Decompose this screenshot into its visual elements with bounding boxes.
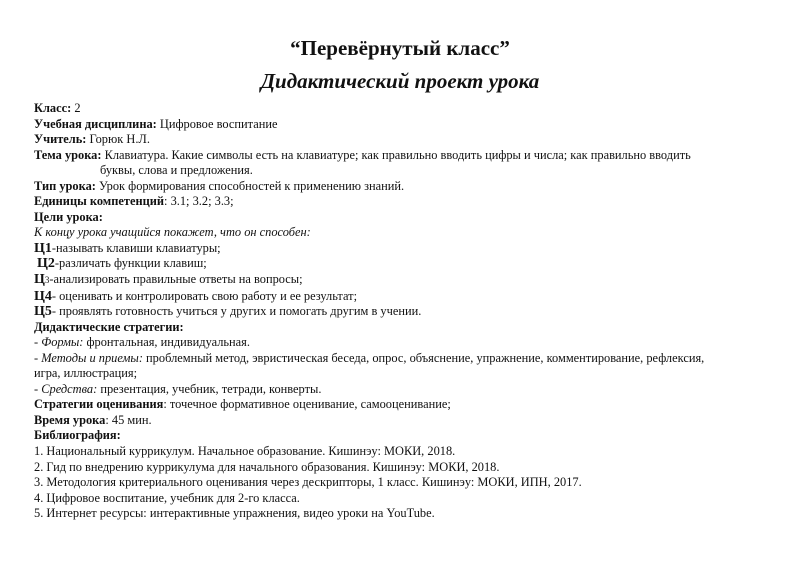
goal-code: Ц2 [37, 256, 55, 272]
goal-item-2 [34, 256, 774, 272]
grade-line [34, 101, 774, 117]
goal-code: Ц1 [34, 240, 52, 256]
goal-text: -различать функции клавиш; [54, 256, 207, 271]
teacher-value: Горюк Н.Л. [86, 132, 150, 147]
discipline-line [34, 117, 774, 133]
topic-line [34, 148, 774, 164]
goal-code: Ц [34, 272, 45, 288]
goal-code: Ц4 [34, 288, 52, 304]
time-label: Время урока [34, 412, 106, 427]
document-subtitle: Дидактический проект урока [260, 69, 540, 93]
document-body [34, 101, 774, 522]
methods-line-continued: игра, иллюстрация; [34, 366, 138, 381]
lesson-type-line [34, 179, 774, 195]
discipline-value: Цифровое воспитание [156, 116, 278, 131]
bibliography-item: 2. Гид по внедрению куррикулума для начального образования. Кишинэу: МОКИ, 2018. [34, 459, 500, 474]
goal-item-5 [34, 304, 774, 320]
goal-item-4 [34, 289, 774, 305]
methods-label: Методы и приемы: [41, 350, 143, 365]
methods-prefix: - [34, 350, 42, 365]
grade-label: Класс: [34, 101, 72, 115]
time-line [34, 413, 774, 429]
topic-label: Тема урока: [34, 147, 102, 162]
assessment-line [34, 397, 774, 413]
goals-intro: К концу урока учащийся покажет, что он способен: [34, 225, 311, 240]
competence-value: : 3.1; 3.2; 3.3; [164, 194, 234, 209]
goal-text: -называть клавиши клавиатуры; [51, 240, 221, 255]
methods-value: проблемный метод, эвристическая беседа, опрос, объяснение, упражнение, комментирование, рефлексия, [142, 350, 705, 365]
goal-text: - проявлять готовность учиться у других и помогать другим в учении. [51, 304, 422, 319]
assessment-label: Стратегии оценивания [34, 397, 164, 412]
lesson-type-label: Тип урока: [34, 178, 96, 193]
forms-line [34, 335, 774, 351]
methods-line [34, 351, 774, 367]
bibliography-item: 5. Интернет ресурсы: интерактивные упражнения, видео уроки на YouTube. [34, 506, 435, 521]
forms-label: Формы: [41, 335, 84, 350]
topic-value: Клавиатура. Какие символы есть на клавиатуре; как правильно вводить цифры и числа; как правильно вводить [101, 147, 691, 162]
forms-value: фронтальная, индивидуальная. [83, 335, 250, 350]
assessment-value: : точечное формативное оценивание, самооценивание; [163, 397, 451, 412]
topic-line-continued: буквы, слова и предложения. [100, 163, 253, 178]
discipline-label: Учебная дисциплина: [34, 116, 157, 131]
goal-text: -анализировать правильные ответы на вопросы; [49, 272, 303, 287]
competence-line [34, 194, 774, 210]
means-value: презентация, учебник, тетради, конверты. [97, 381, 322, 396]
time-value: : 45 мин. [105, 412, 152, 427]
goal-item-3 [34, 272, 774, 289]
forms-prefix: - [34, 335, 42, 350]
bibliography-item: 1. Национальный куррикулум. Начальное образование. Кишинэу: МОКИ, 2018. [34, 444, 456, 459]
teacher-label: Учитель: [34, 132, 87, 147]
goal-item-1 [34, 241, 774, 257]
goal-code-subscript: 3 [44, 275, 50, 286]
document-title: “Перевёрнутый класс” [290, 36, 510, 60]
means-label: Средства: [41, 381, 98, 396]
bibliography-item: 3. Методология критериального оценивания через дескрипторы, 1 класс. Кишинэу: МОКИ, ИПН, 2017. [34, 475, 582, 490]
teacher-line [34, 132, 774, 148]
goal-text: - оценивать и контролировать свою работу и ее результат; [51, 288, 358, 303]
means-line [34, 382, 774, 398]
bibliography-item: 4. Цифровое воспитание, учебник для 2-го класса. [34, 490, 300, 505]
goals-heading: Цели урока: [34, 209, 103, 224]
competence-label: Единицы компетенций [34, 194, 165, 209]
goal-code: Ц5 [34, 304, 52, 320]
means-prefix: - [34, 381, 42, 396]
bibliography-heading: Библиография: [34, 428, 121, 443]
grade-value: 2 [71, 101, 81, 115]
strategies-heading: Дидактические стратегии: [34, 319, 184, 334]
lesson-type-value: Урок формирования способностей к применению знаний. [95, 178, 405, 193]
